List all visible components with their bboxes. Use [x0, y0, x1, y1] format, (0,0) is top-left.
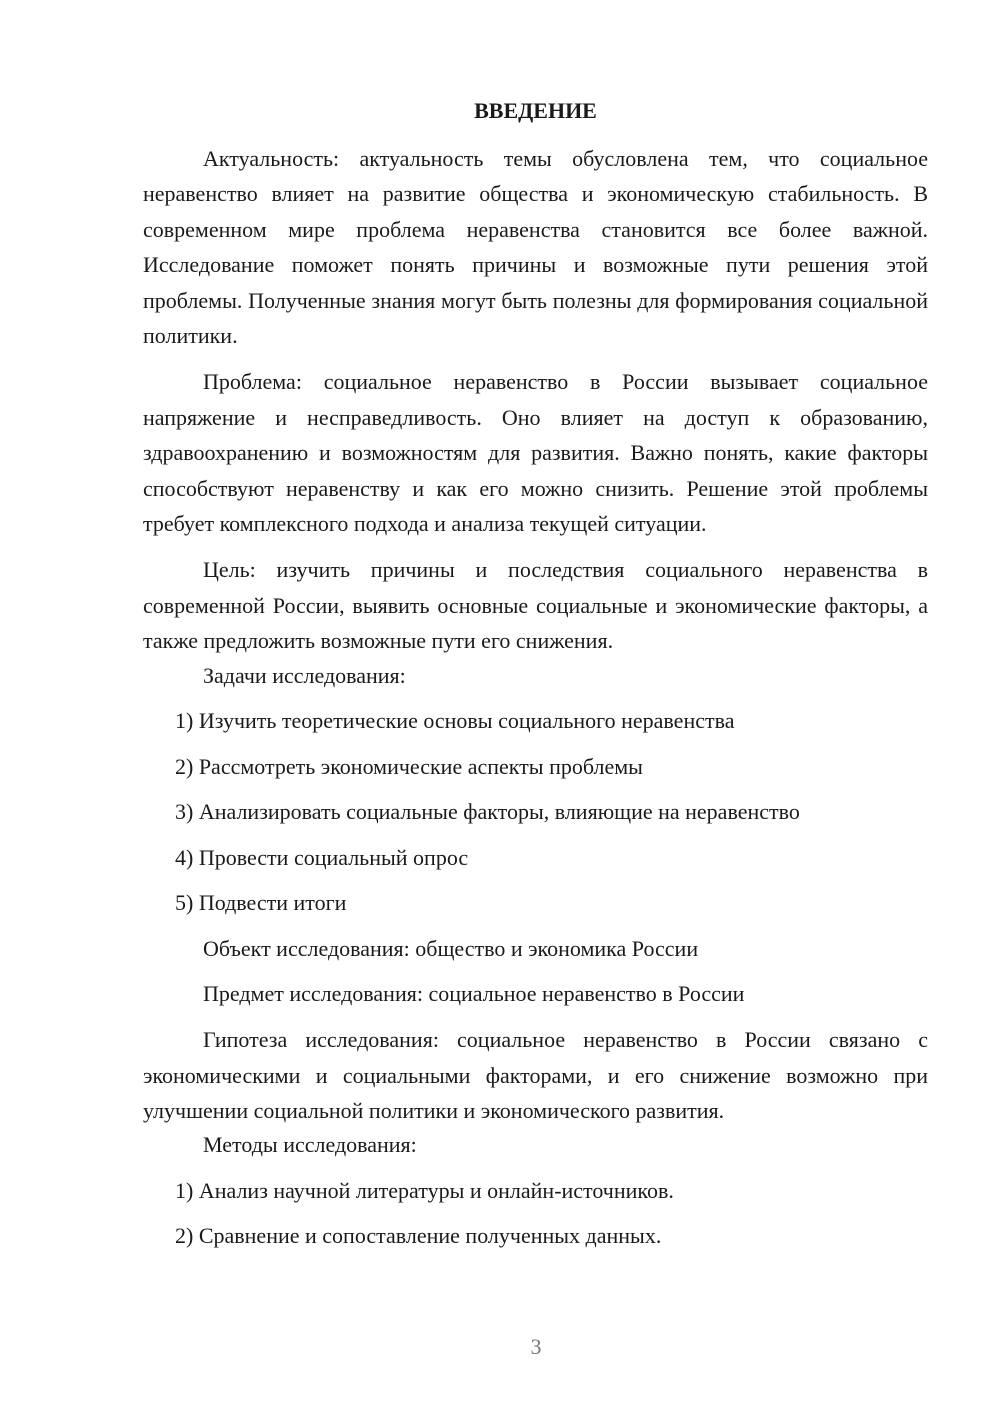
- list-item: 3) Анализировать социальные факторы, влияющие на неравенство: [175, 799, 800, 825]
- list-item: 5) Подвести итоги: [175, 890, 347, 916]
- goal-paragraph: Цель: изучить причины и последствия социального неравенства в современной России, выявить основные социальные и экономические факторы, а также предложить возможные пути его снижения.: [143, 557, 928, 654]
- tasks-list: [143, 704, 928, 920]
- methods-heading: Методы исследования:: [203, 1132, 417, 1158]
- research-object: Объект исследования: общество и экономика России: [203, 935, 699, 961]
- document-page: [143, 94, 928, 1253]
- tasks-heading: Задачи исследования:: [203, 662, 406, 688]
- page-number: 3: [530, 1334, 542, 1359]
- list-item: 2) Рассмотреть экономические аспекты проблемы: [175, 753, 643, 779]
- section-heading: ВВЕДЕНИЕ: [474, 98, 597, 123]
- research-subject: Предмет исследования: социальное неравенство в России: [203, 981, 745, 1007]
- hypothesis-paragraph: Гипотеза исследования: социальное неравенство в России связано с экономическими и социальными факторами, и его снижение возможно при улучшении социальной политики и экономического развития.: [143, 1027, 928, 1123]
- relevance-paragraph: Актуальность: актуальность темы обусловлена тем, что социальное неравенство влияет на развитие общества и экономическую стабильность. В современном мире проблема неравенства становится все более важной. Исследование поможет понять причины и возможные пути решения этой проблемы. Полученные знания могут быть полезны для формирования социальной политики.: [143, 146, 928, 349]
- list-item: 2) Сравнение и сопоставление полученных данных.: [175, 1223, 662, 1249]
- list-item: 1) Анализ научной литературы и онлайн-источников.: [175, 1177, 674, 1203]
- methods-list: [143, 1174, 928, 1254]
- list-item: 1) Изучить теоретические основы социального неравенства: [175, 708, 735, 734]
- list-item: 4) Провести социальный опрос: [175, 844, 469, 870]
- problem-paragraph: Проблема: социальное неравенство в России вызывает социальное напряжение и несправедливость. Оно влияет на доступ к образованию, здравоохранению и возможностям для развития. Важно понять, какие факторы способствуют неравенству и как его можно снизить. Решение этой проблемы требует комплексного подхода и анализа текущей ситуации.: [143, 369, 928, 537]
